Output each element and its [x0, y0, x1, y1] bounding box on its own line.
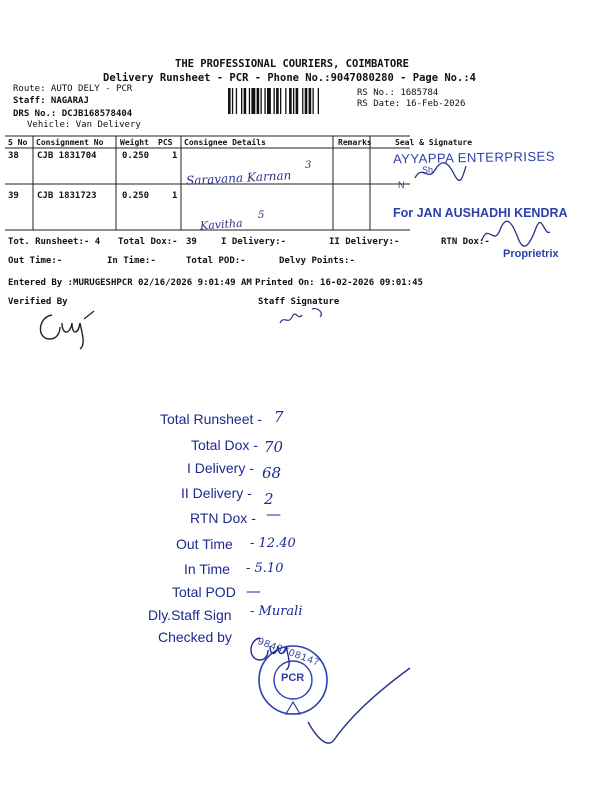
- rs-number: RS No.: 1685784: [357, 88, 439, 98]
- summary-value: 2: [264, 490, 274, 508]
- summary-label: RTN Dox -: [190, 510, 256, 526]
- summary-label: In Time: [184, 561, 230, 577]
- pcr-seal: [238, 640, 418, 760]
- summary-label: Total POD: [172, 584, 236, 600]
- summary-value: —: [266, 505, 281, 523]
- barcode: [228, 88, 350, 114]
- jan-aushadhi-stamp: For JAN AUSHADHI KENDRA: [393, 206, 568, 220]
- pcr-seal-phone: 9843708147: [256, 636, 322, 669]
- ayyappa-stamp-sub: Sh: [422, 165, 434, 175]
- col-consignment: Consignment No: [36, 138, 104, 147]
- runsheet-title: Delivery Runsheet - PCR - Phone No.:9047080280 - Page No.:4: [103, 72, 476, 84]
- tot-runsheet: Tot. Runsheet:- 4: [8, 237, 101, 247]
- summary-value: - 12.40: [250, 536, 296, 551]
- col-consignee: Consignee Details: [184, 138, 266, 147]
- row-consignee-handwriting: Saravana Karnan: [185, 168, 292, 188]
- row-weight: 0.250: [122, 191, 150, 201]
- signature-scribble: [410, 160, 470, 185]
- delvy-points: Delvy Points:-: [279, 256, 355, 266]
- summary-value: - 5.10: [246, 561, 284, 576]
- summary-label: II Delivery -: [181, 485, 252, 501]
- ayyappa-stamp: AYYAPPA ENTERPRISES: [392, 148, 556, 167]
- summary-label: Total Dox -: [191, 437, 258, 453]
- ayyappa-stamp-n: N: [398, 180, 405, 190]
- row-consignment: CJB 1831723: [37, 191, 97, 201]
- i-delivery: I Delivery:-: [221, 237, 287, 247]
- row-mark: 5: [258, 210, 265, 221]
- summary-label: Checked by: [158, 629, 232, 645]
- summary-value: - Murali: [250, 604, 303, 619]
- col-pcs: PCS: [158, 138, 173, 147]
- pcr-seal-text: PCR: [281, 672, 305, 684]
- vehicle-label: Vehicle: Van Delivery: [27, 120, 141, 130]
- summary-label: I Delivery -: [187, 460, 254, 476]
- summary-label: Out Time: [176, 536, 233, 552]
- drs-label: DRS No.: DCJB168578404: [13, 109, 133, 119]
- summary-value: 7: [274, 408, 284, 426]
- rs-date: RS Date: 16-Feb-2026: [357, 99, 466, 109]
- total-dox-value: 39: [186, 237, 197, 247]
- row-mark: 3: [305, 160, 312, 171]
- row-consignee-handwriting: Kavitha: [199, 216, 243, 233]
- rtn-dox: RTN Dox:-: [441, 237, 490, 247]
- summary-value: 68: [262, 464, 282, 482]
- staff-label: Staff: NAGARAJ: [13, 96, 89, 106]
- col-sno: S No: [8, 138, 28, 147]
- summary-label: Dly.Staff Sign: [148, 607, 232, 623]
- out-time: Out Time:-: [8, 256, 63, 266]
- col-seal-signature: Seal & Signature: [395, 138, 473, 147]
- row-weight: 0.250: [122, 151, 150, 161]
- verified-by: Verified By: [8, 297, 68, 307]
- total-pod: Total POD:-: [186, 256, 246, 266]
- summary-value: 70: [264, 438, 284, 456]
- proprietrix-stamp: Proprietrix: [503, 248, 559, 260]
- in-time: In Time:-: [107, 256, 156, 266]
- entered-by: Entered By :MURUGESHPCR 02/16/2026 9:01:49 AM: [8, 278, 252, 288]
- col-weight: Weight: [120, 138, 149, 147]
- summary-value: —: [246, 582, 261, 600]
- company-name: THE PROFESSIONAL COURIERS, COIMBATORE: [175, 58, 409, 70]
- ii-delivery: II Delivery:-: [329, 237, 400, 247]
- row-consignment: CJB 1831704: [37, 151, 97, 161]
- staff-signature: Staff Signature: [258, 297, 340, 307]
- row-pcs: 1: [172, 151, 178, 161]
- row-pcs: 1: [172, 191, 178, 201]
- printed-on: Printed On: 16-02-2026 09:01:45: [255, 278, 423, 288]
- total-dox: Total Dox:-: [118, 237, 178, 247]
- summary-label: Total Runsheet -: [160, 411, 262, 427]
- staff-signature-scribble: [278, 303, 338, 328]
- route-label: Route: AUTO DELY - PCR: [13, 84, 133, 94]
- verified-signature: [30, 305, 100, 350]
- row-sno: 39: [8, 191, 19, 201]
- row-sno: 38: [8, 151, 19, 161]
- col-remarks: Remarks: [338, 138, 372, 147]
